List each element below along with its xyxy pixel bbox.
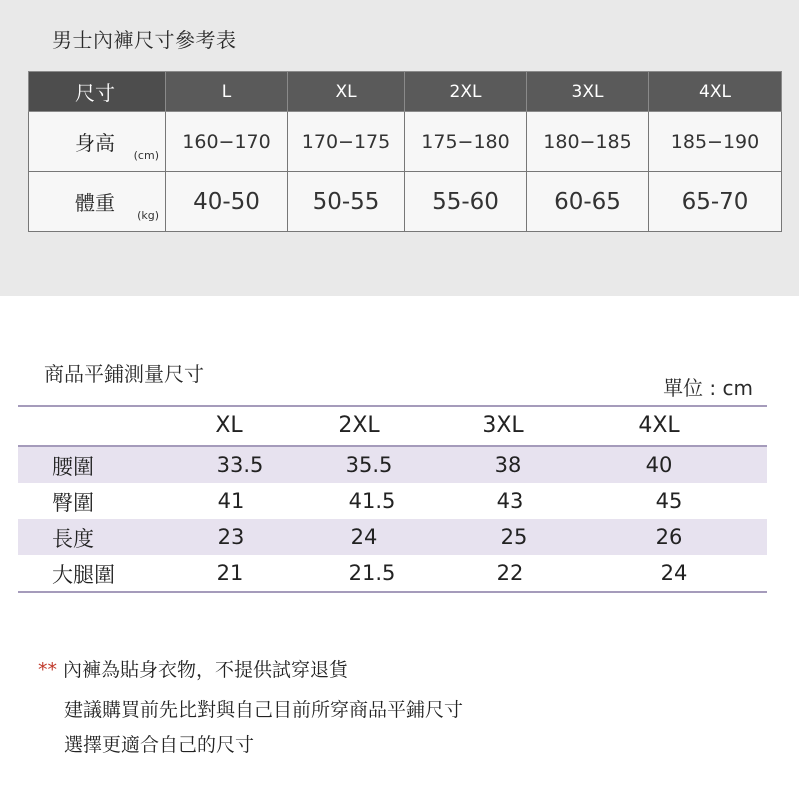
note-stars: ** [38, 659, 57, 681]
table-cell: 43 [496, 489, 524, 513]
table-cell: 26 [655, 525, 683, 549]
table-row [18, 483, 767, 519]
flat-col-3xl: 3XL [482, 413, 524, 438]
weight-value: 65-70 [649, 172, 782, 232]
note-line-3: 選擇更適合自己的尺寸 [64, 734, 255, 756]
table-cell: 33.5 [216, 453, 264, 477]
height-row [29, 112, 782, 172]
row-label: 長度 [52, 527, 94, 551]
height-value: 185−190 [649, 112, 782, 172]
height-value: 170−175 [288, 112, 405, 172]
table-cell: 23 [217, 525, 245, 549]
table-cell: 38 [494, 453, 522, 477]
note-line-2: 建議購買前先比對與自己目前所穿商品平鋪尺寸 [64, 699, 464, 721]
size-col-2xl: 2XL [405, 72, 527, 112]
table-cell: 41.5 [348, 489, 396, 513]
table-cell: 40 [645, 453, 673, 477]
size-reference-table [28, 71, 782, 232]
table-cell: 24 [350, 525, 378, 549]
weight-label-cell [29, 172, 166, 232]
size-reference-panel [0, 0, 799, 296]
size-col-4xl: 4XL [649, 72, 782, 112]
height-label-cell [29, 112, 166, 172]
weight-value: 55-60 [405, 172, 527, 232]
table-row [18, 555, 767, 591]
table-cell: 22 [496, 561, 524, 585]
size-header-label: 尺寸 [29, 72, 166, 112]
height-value: 180−185 [527, 112, 649, 172]
table-row [18, 447, 767, 483]
table-cell: 35.5 [345, 453, 393, 477]
weight-row [29, 172, 782, 232]
table-cell: 45 [655, 489, 683, 513]
table-row [18, 519, 767, 555]
flat-measure-title: 商品平鋪測量尺寸 [44, 362, 204, 386]
size-reference-title: 男士內褲尺寸參考表 [52, 28, 237, 52]
weight-unit: (kg) [137, 209, 159, 222]
height-value: 175−180 [405, 112, 527, 172]
size-col-l: L [166, 72, 288, 112]
flat-measure-table [18, 405, 767, 593]
unit-label: 單位 : cm [663, 376, 753, 400]
flat-header-row [18, 407, 767, 445]
weight-value: 40-50 [166, 172, 288, 232]
height-value: 160−170 [166, 112, 288, 172]
row-label: 臀圍 [52, 491, 94, 515]
table-cell: 24 [660, 561, 688, 585]
table-cell: 41 [217, 489, 245, 513]
height-label: 身高 [75, 131, 115, 155]
table-cell: 25 [500, 525, 528, 549]
flat-col-xl: XL [215, 413, 243, 438]
note-line-1 [38, 655, 348, 682]
size-header-row [29, 72, 782, 112]
height-unit: (cm) [133, 149, 159, 162]
table-cell: 21.5 [348, 561, 396, 585]
row-label: 大腿圍 [52, 563, 115, 587]
weight-value: 50-55 [288, 172, 405, 232]
size-col-3xl: 3XL [527, 72, 649, 112]
size-col-xl: XL [288, 72, 405, 112]
flat-col-2xl: 2XL [338, 413, 380, 438]
table-rule-bottom [18, 591, 767, 593]
row-label: 腰圍 [52, 455, 94, 479]
table-cell: 21 [216, 561, 244, 585]
flat-col-4xl: 4XL [638, 413, 680, 438]
weight-value: 60-65 [527, 172, 649, 232]
note-text: 內褲為貼身衣物，不提供試穿退貨 [63, 659, 349, 681]
weight-label: 體重 [75, 191, 115, 215]
